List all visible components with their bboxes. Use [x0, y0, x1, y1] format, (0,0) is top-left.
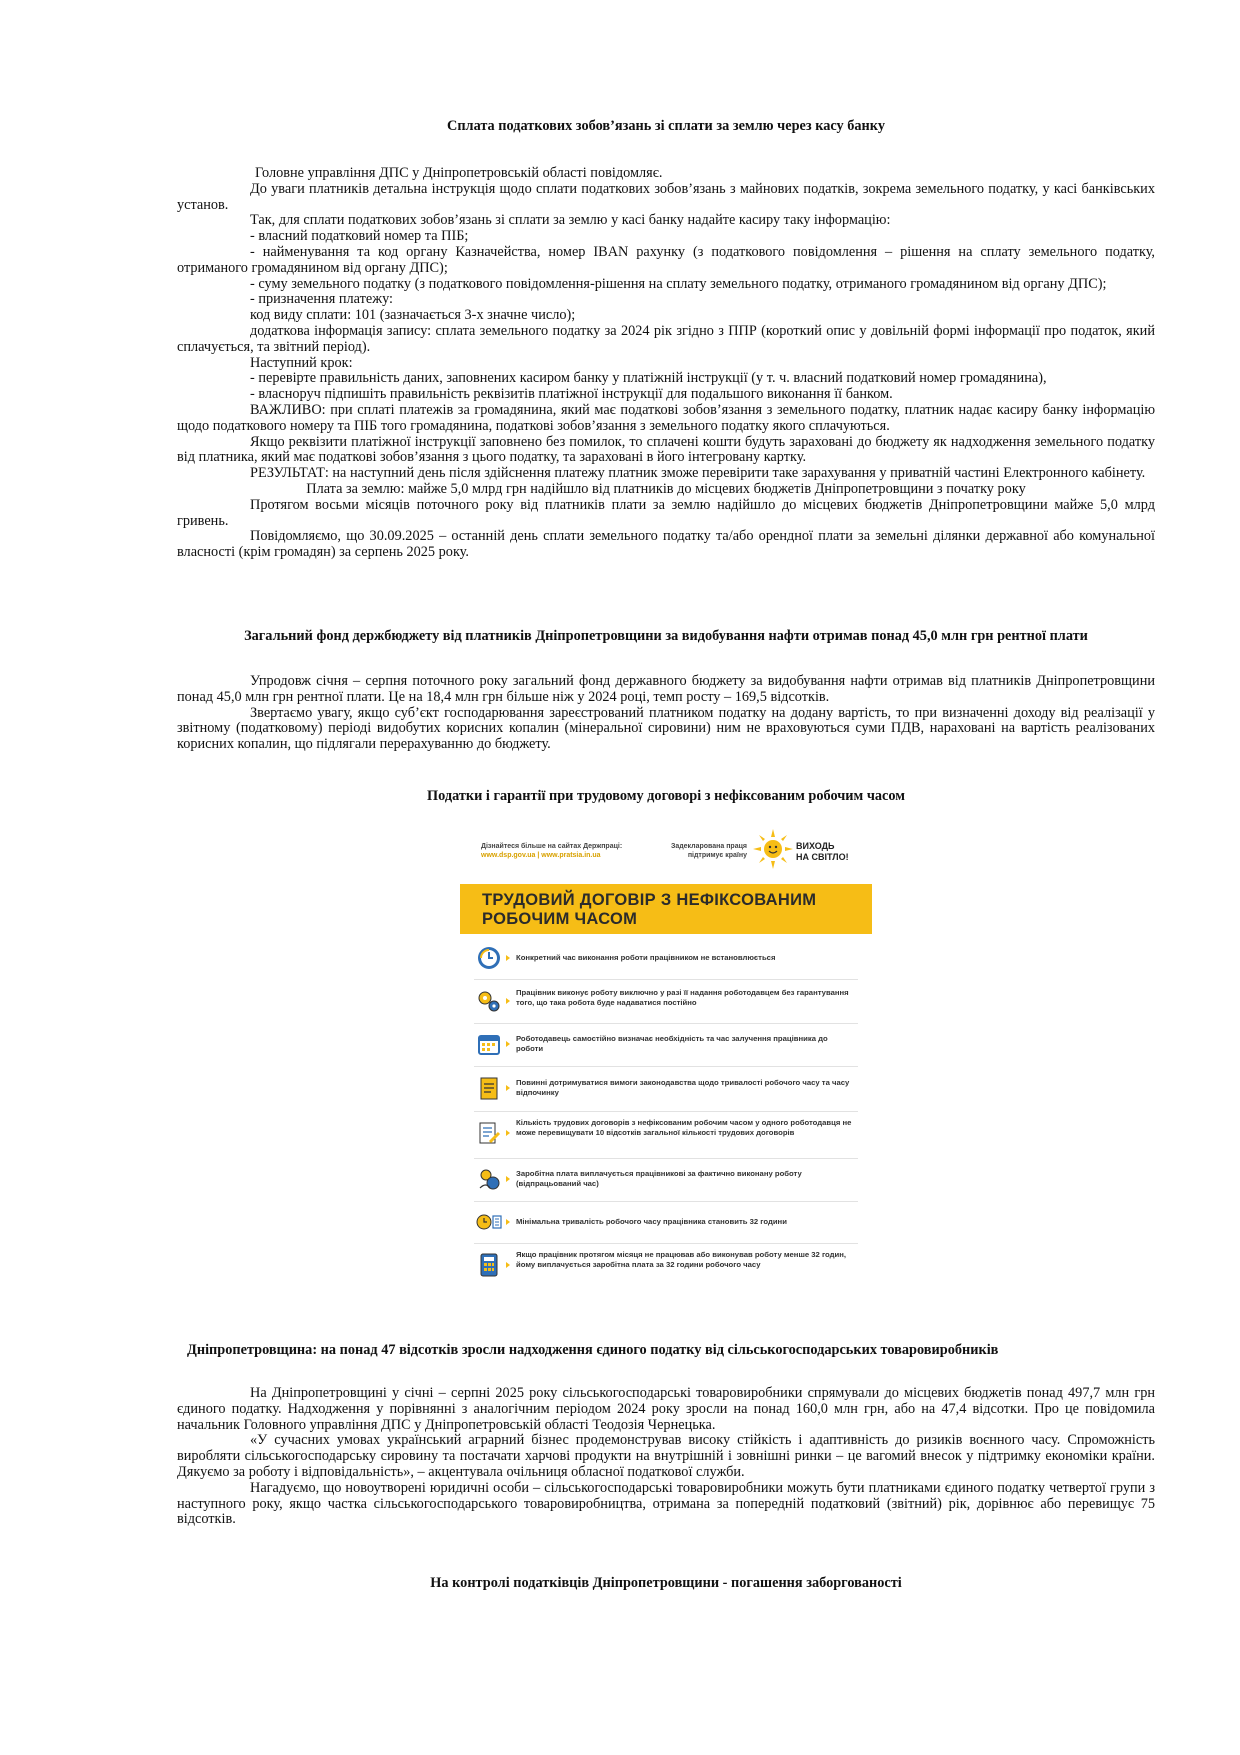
section-single-tax-body	[177, 1386, 1155, 1528]
divider	[474, 1201, 858, 1202]
site-links: www.dsp.gov.ua | www.pratsia.in.ua	[481, 852, 601, 859]
paragraph: На Дніпропетровщині у січні – серпні 2025 року сільськогосподарські товаровиробники спрямували до місцевих бюджетів понад 497,7 млн грн єдиного податку. Надходження у порівнянні з аналогічним періодом 2024 року зросли на понад 160,0 млн грн, або на 47,4 відсотки. Про це повідомила начальник Головного управління ДПС у Дніпропетровській області Теодозія Чернецька.	[177, 1385, 1155, 1433]
banner-title: ТРУДОВИЙ ДОГОВІР З НЕФІКСОВАНИМ РОБОЧИМ ЧАСОМ	[482, 891, 817, 928]
paragraph: Наступний крок:	[250, 354, 353, 371]
section-title-land-tax: Сплата податкових зобов’язань зі сплати за землю через касу банку	[447, 118, 885, 134]
divider	[474, 979, 858, 980]
divider	[474, 1243, 858, 1244]
section-oil-rent-body	[177, 674, 1155, 753]
section-land-tax-body	[177, 166, 1155, 561]
divider	[474, 1158, 858, 1159]
infographic-site-note: Дізнайтеся більше на сайтах Держпраці: www.dsp.gov.ua | www.pratsia.in.ua	[481, 843, 623, 859]
calendar-icon	[476, 1031, 502, 1057]
section-title-single-tax: Дніпропетровщина: на понад 47 відсотків зросли надходження єдиного податку від сільськогосподарських товаровиробників	[187, 1342, 999, 1358]
contract-icon	[476, 1120, 502, 1146]
paragraph: код виду сплати: 101 (зазначається 3-х значне число);	[250, 307, 576, 324]
gears-icon	[476, 988, 502, 1014]
sun-logo-icon	[753, 829, 793, 869]
section-title-debt-control: На контролі податківців Дніпропетровщини - погашення заборгованості	[430, 1575, 902, 1591]
paragraph: Протягом восьми місяців поточного року від платників плати за землю надійшло до місцевих бюджетів Дніпропетровщини майже 5,0 млрд гривень.	[177, 496, 1155, 529]
section-title-labor-contract: Податки і гарантії при трудовому договорі з нефіксованим робочим часом	[426, 788, 906, 804]
paragraph: До уваги платників детальна інструкція щодо сплати податкових зобов’язань з майнових податків, зокрема земельного податку, у касі банківських установ.	[177, 180, 1155, 213]
list-item: - перевірте правильність даних, заповнених касиром банку у платіжній інструкції (у т. ч. власний податковий номер громадянина),	[250, 370, 1047, 387]
salary-icon	[476, 1166, 502, 1192]
divider	[474, 1111, 858, 1112]
list-item: - власноруч підпишіть правильність реквізитів платіжної інструкції для подальшого виконання її банком.	[250, 386, 893, 403]
calculator-icon	[476, 1252, 502, 1278]
paragraph: Нагадуємо, що новоутворені юридичні особи – сільськогосподарські товаровиробники можуть бути платниками єдиного податку четвертої групи з наступного року, якщо частка сільськогосподарського товаровиробництва, отримана за попередній податковий (звітний) рік, дорівнює або перевищує 75 відсотків.	[177, 1479, 1155, 1528]
paragraph: Якщо реквізити платіжної інструкції заповнено без помилок, то сплачені кошти будуть зараховані до бюджету як надходження земельного податку від платника, який має податкові зобов’язання з цього податку, та зараховані в його інтегровану картку.	[177, 433, 1155, 466]
paragraph: «У сучасних умовах український аграрний бізнес продемонстрував високу стійкість і адаптивність до ризиків воєнного часу. Спроможність виробляти сільськогосподарську сировину та постачати харчові продукти на внутрішній і зовнішні ринки – це вагомий внесок у підтримку економіки країни. Дякуємо за роботу і відповідальність», – акцентувала очільниця обласної податкової служби.	[177, 1432, 1155, 1480]
paragraph: РЕЗУЛЬТАТ: на наступний день після здійснення платежу платник зможе перевірити таке зарахування у приватній частині Електронного кабінету.	[250, 465, 1146, 482]
labor-contract-infographic: Дізнайтеся більше на сайтах Держпраці: www.dsp.gov.ua | www.pratsia.in.ua Задекларована праця підтримує країну ВИХОДЬ НА СВІТЛО! ТРУДОВИЙ ДОГОВІР З НЕФІКСОВАНИМ РОБОЧИМ ЧАСОМ Конкретний час виконання роботи працівником не встановлюється Працівник виконує роботу виключно у разі її надання роботодавцем без гарантування того, що така робота буде надаватися постійно Роботодавець самостійно визначає необхідність та час залучення працівника до роботи Повинні дотримуватися вимоги законодавства щодо тривалості робочого часу та часу відпочинку Кількість трудових договорів з нефіксованим робочим часом у одного роботодавця не може перевищувати 10 відсотків загальної кількості трудових договорів Заробітна плата виплачується працівникові за фактично виконану роботу (відпрацьований час) Мінімальна тривалість робочого часу працівника становить 32 години Якщо працівник протягом місяця не працював або виконував роботу менше 32 годин, йому виплачується заробітна плата за 32 години робочого часу	[460, 828, 872, 1298]
list-item: - суму земельного податку (з податкового повідомлення-рішення на сплату земельного податку, отриманого громадянином від органу ДПС);	[250, 275, 1107, 292]
divider	[474, 1066, 858, 1067]
infographic-banner	[460, 884, 872, 934]
paragraph: Звертаємо увагу, якщо суб’єкт господарювання зареєстрований платником податку на додану вартість, то при визначенні доходу від реалізації у звітному (податковому) періоді видобутих корисних копалин (мінеральної сировини) ним не враховуються суми ПДВ, нараховані на вартість реалізованих корисних копалин, що підлягали перерахуванню до бюджету.	[177, 704, 1155, 753]
paragraph: Повідомляємо, що 30.09.2025 – останній день сплати земельного податку та/або орендної плати за земельні ділянки державної або комунальної власності (крім громадян) за серпень 2025 року.	[177, 528, 1155, 561]
paragraph: ВАЖЛИВО: при сплаті платежів за громадянина, який має податкові зобов’язання з земельного податку, платник надає касиру банку інформацію щодо податкового номеру та ПІБ того громадянина, податкові зобов’язання з земельного податку якого сплачуються.	[177, 401, 1155, 434]
paragraph: Упродовж січня – серпня поточного року загальний фонд державного бюджету за видобування нафти отримав від платників Дніпропетровщини понад 45,0 млн грн рентної плати. Це на 18,4 млн грн більше ніж у 2024 році, темп росту – 169,5 відсотків.	[177, 673, 1155, 705]
clock-icon	[476, 945, 502, 971]
list-item: - призначення платежу:	[250, 291, 394, 308]
paragraph: Головне управління ДПС у Дніпропетровській області повідомляє.	[255, 165, 663, 181]
divider	[474, 1023, 858, 1024]
subtitle: Плата за землю: майже 5,0 млрд грн надійшло від платників до місцевих бюджетів Дніпропетровщини з початку року	[306, 480, 1026, 497]
list-item: - власний податковий номер та ПІБ;	[250, 228, 469, 245]
paragraph: Так, для сплати податкових зобов’язань зі сплати за землю у касі банку надайте касиру таку інформацію:	[250, 212, 891, 229]
hours-icon	[476, 1209, 502, 1235]
brand-logo-text: ВИХОДЬ НА СВІТЛО!	[796, 841, 849, 862]
paragraph: додаткова інформація запису: сплата земельного податку за 2024 рік згідно з ППР (короткий опис у довільній формі інформації про податок, який сплачується, та звітний період).	[177, 322, 1155, 355]
section-title-oil-rent: Загальний фонд держбюджету від платників Дніпропетровщини за видобування нафти отримав понад 45,0 млн грн рентної плати	[244, 628, 1088, 644]
list-item: - найменування та код органу Казначейства, номер IBAN рахунку (з податкового повідомлення – рішення на сплату земельного податку, отриманого громадянином від органу ДПС);	[177, 243, 1155, 276]
document-icon	[476, 1075, 502, 1101]
infographic-slogan: Задекларована праця підтримує країну	[670, 843, 747, 859]
